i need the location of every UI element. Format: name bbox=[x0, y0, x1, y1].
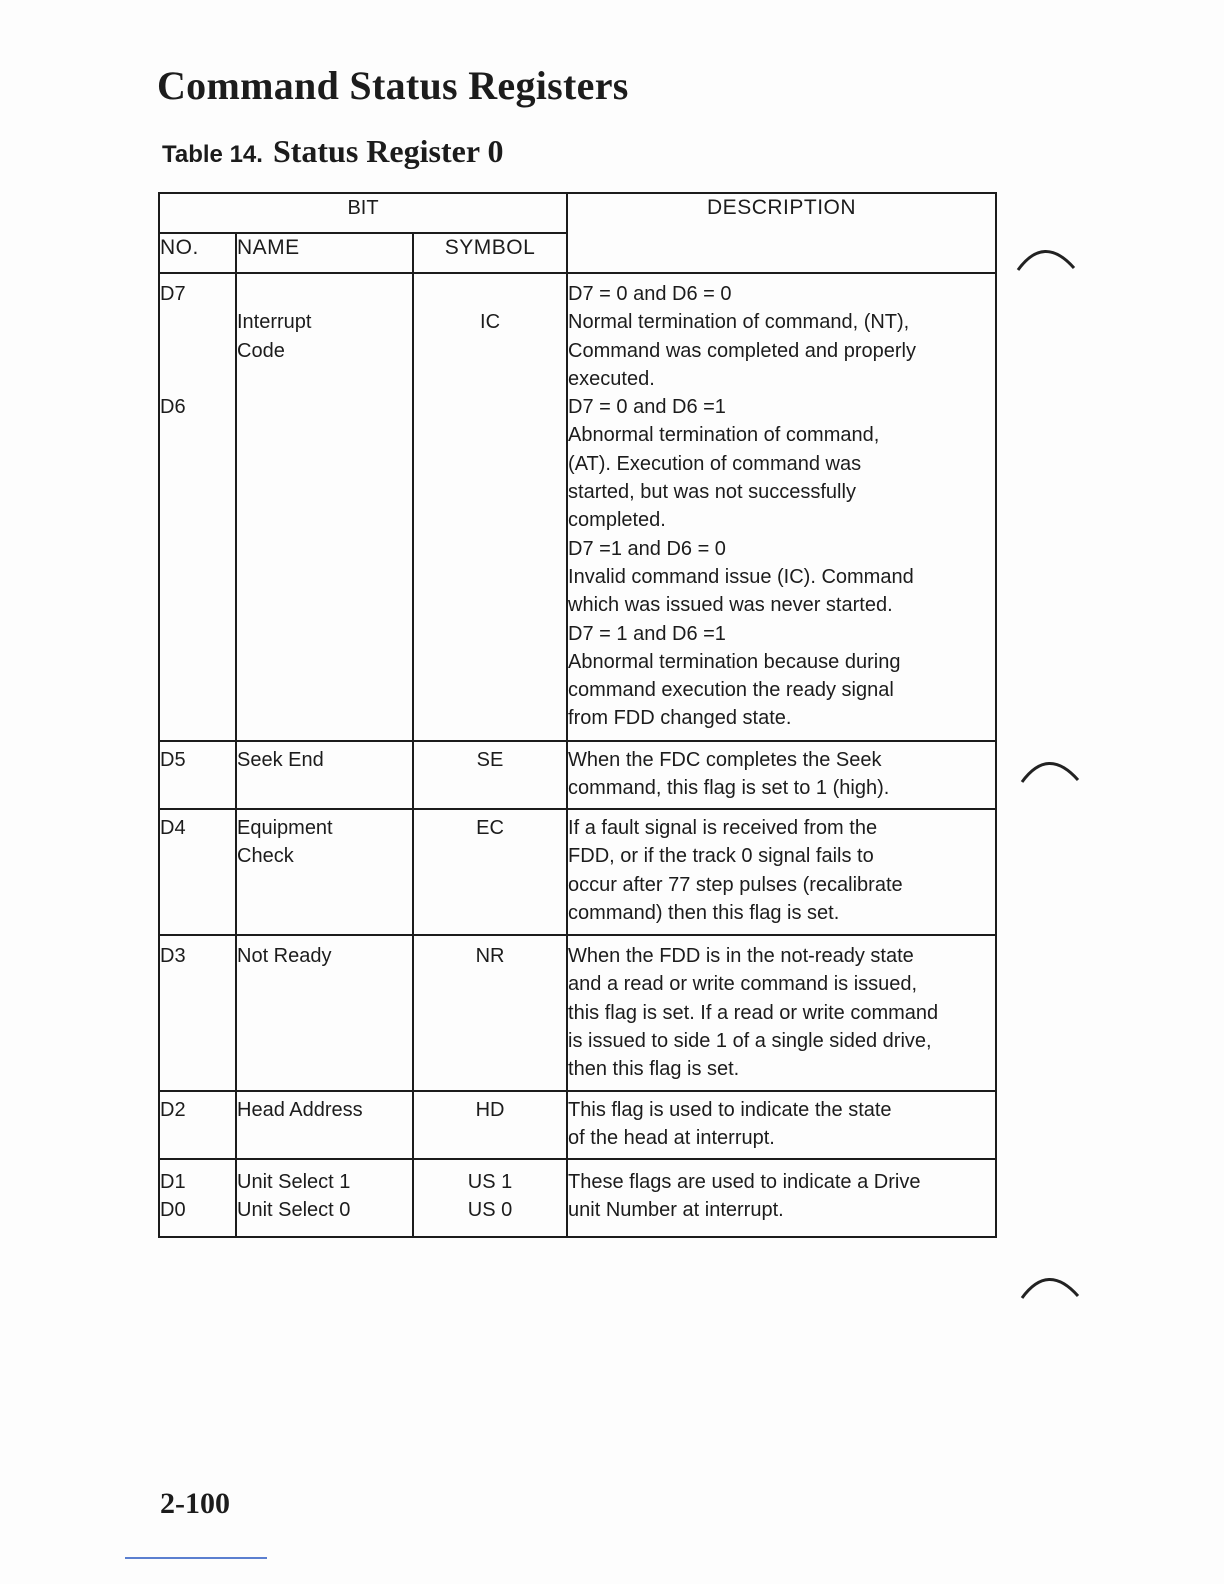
bit-symbol: SE bbox=[476, 749, 504, 771]
description-line: this flag is set. If a read or write command bbox=[568, 1001, 939, 1024]
description-line: completed. bbox=[568, 509, 666, 532]
bit-number: D5 bbox=[160, 749, 186, 771]
bit-number-cell bbox=[159, 273, 236, 741]
description-line: FDD, or if the track 0 signal fails to bbox=[568, 845, 874, 868]
bit-name-cell bbox=[236, 935, 413, 1091]
description-line: When the FDD is in the not-ready state bbox=[568, 945, 914, 967]
bit-symbol: US 0 bbox=[467, 1199, 513, 1222]
description-line: which was issued was never started. bbox=[568, 594, 893, 617]
description-line: command, this flag is set to 1 (high). bbox=[568, 777, 890, 800]
bit-number: D7 bbox=[160, 283, 186, 305]
status-register-table bbox=[158, 192, 997, 1238]
binder-hole-mark-bottom bbox=[1018, 1268, 1082, 1302]
bit-description-cell bbox=[567, 273, 996, 741]
description-line: Abnormal termination of command, bbox=[568, 424, 880, 447]
bit-number-cell bbox=[159, 1091, 236, 1159]
bit-name-cell bbox=[236, 1091, 413, 1159]
bit-symbol-cell bbox=[413, 809, 567, 935]
bit-name: Code bbox=[237, 339, 285, 362]
bit-name: Equipment bbox=[237, 817, 333, 839]
description-line: from FDD changed state. bbox=[568, 707, 792, 730]
bit-symbol: EC bbox=[476, 817, 504, 839]
bit-name: Not Ready bbox=[237, 945, 332, 967]
bit-number: D4 bbox=[160, 817, 186, 839]
bit-symbol-cell bbox=[413, 741, 567, 809]
bit-symbol-cell bbox=[413, 1091, 567, 1159]
description-line: command) then this flag is set. bbox=[568, 901, 840, 924]
description-line: These flags are used to indicate a Drive bbox=[568, 1171, 921, 1193]
description-line: D7 = 0 and D6 =1 bbox=[568, 396, 726, 419]
table-row bbox=[159, 935, 996, 1091]
description-line: (AT). Execution of command was bbox=[568, 452, 862, 475]
description-line: and a read or write command is issued, bbox=[568, 973, 918, 996]
header-bit: BIT bbox=[159, 193, 567, 233]
binder-hole-mark-middle bbox=[1018, 752, 1082, 786]
header-row-group bbox=[159, 193, 996, 233]
bit-name: Seek End bbox=[237, 749, 324, 771]
description-line: D7 = 1 and D6 =1 bbox=[568, 622, 726, 645]
bit-number-cell bbox=[159, 741, 236, 809]
footer-rule bbox=[125, 1557, 267, 1559]
bit-number-cell bbox=[159, 809, 236, 935]
description-line: D7 =1 and D6 = 0 bbox=[568, 537, 726, 560]
header-no: NO. bbox=[159, 233, 236, 273]
bit-name-cell bbox=[236, 741, 413, 809]
bit-symbol: US 1 bbox=[467, 1171, 513, 1193]
bit-number: D2 bbox=[160, 1099, 186, 1121]
table-row bbox=[159, 809, 996, 935]
description-line: started, but was not successfully bbox=[568, 481, 856, 504]
table-title: Status Register 0 bbox=[272, 133, 504, 169]
bit-name: Head Address bbox=[237, 1099, 363, 1121]
description-line: unit Number at interrupt. bbox=[568, 1199, 784, 1222]
page-title: Command Status Registers bbox=[157, 63, 629, 108]
bit-description-cell bbox=[567, 809, 996, 935]
bit-description-cell bbox=[567, 1091, 996, 1159]
bit-description-cell bbox=[567, 741, 996, 809]
description-line: Normal termination of command, (NT), bbox=[568, 311, 910, 334]
description-line: If a fault signal is received from the bbox=[568, 817, 878, 839]
bit-number: D0 bbox=[160, 1199, 186, 1222]
bit-name-cell bbox=[236, 1159, 413, 1237]
table-row bbox=[159, 741, 996, 809]
header-description: DESCRIPTION bbox=[567, 193, 996, 273]
description-line: of the head at interrupt. bbox=[568, 1127, 775, 1150]
binder-hole-mark-top bbox=[1014, 240, 1078, 274]
bit-name: Unit Select 1 bbox=[237, 1171, 351, 1193]
bit-symbol-cell bbox=[413, 1159, 567, 1237]
bit-number-cell bbox=[159, 935, 236, 1091]
bit-number: D3 bbox=[160, 945, 186, 967]
bit-number: D6 bbox=[160, 396, 186, 419]
bit-name: Unit Select 0 bbox=[237, 1199, 351, 1222]
bit-symbol: IC bbox=[480, 311, 501, 334]
page-number: 2-100 bbox=[160, 1487, 230, 1520]
description-line: When the FDC completes the Seek bbox=[568, 749, 882, 771]
bit-name-cell bbox=[236, 273, 413, 741]
description-line: executed. bbox=[568, 367, 655, 390]
header-symbol: SYMBOL bbox=[413, 233, 567, 273]
description-line: Abnormal termination because during bbox=[568, 650, 901, 673]
description-line: This flag is used to indicate the state bbox=[568, 1099, 892, 1121]
description-line: D7 = 0 and D6 = 0 bbox=[568, 283, 732, 305]
description-line: occur after 77 step pulses (recalibrate bbox=[568, 873, 903, 896]
bit-name: Interrupt bbox=[237, 311, 312, 334]
description-line: is issued to side 1 of a single sided drive, bbox=[568, 1029, 932, 1052]
bit-number-cell bbox=[159, 1159, 236, 1237]
description-line: Invalid command issue (IC). Command bbox=[568, 565, 914, 588]
bit-name: Check bbox=[237, 845, 294, 868]
bit-name-cell bbox=[236, 809, 413, 935]
description-line: then this flag is set. bbox=[568, 1058, 740, 1081]
bit-description-cell bbox=[567, 1159, 996, 1237]
table-row bbox=[159, 1091, 996, 1159]
header-name: NAME bbox=[236, 233, 413, 273]
table-row bbox=[159, 273, 996, 741]
bit-symbol-cell bbox=[413, 273, 567, 741]
description-line: command execution the ready signal bbox=[568, 679, 894, 702]
description-line: Command was completed and properly bbox=[568, 339, 916, 362]
table-caption bbox=[162, 133, 503, 170]
bit-symbol: NR bbox=[475, 945, 505, 967]
bit-symbol: HD bbox=[475, 1099, 505, 1121]
bit-description-cell bbox=[567, 935, 996, 1091]
bit-symbol-cell bbox=[413, 935, 567, 1091]
table-row bbox=[159, 1159, 996, 1237]
table-label: Table 14. bbox=[162, 141, 263, 168]
bit-number: D1 bbox=[160, 1171, 186, 1193]
